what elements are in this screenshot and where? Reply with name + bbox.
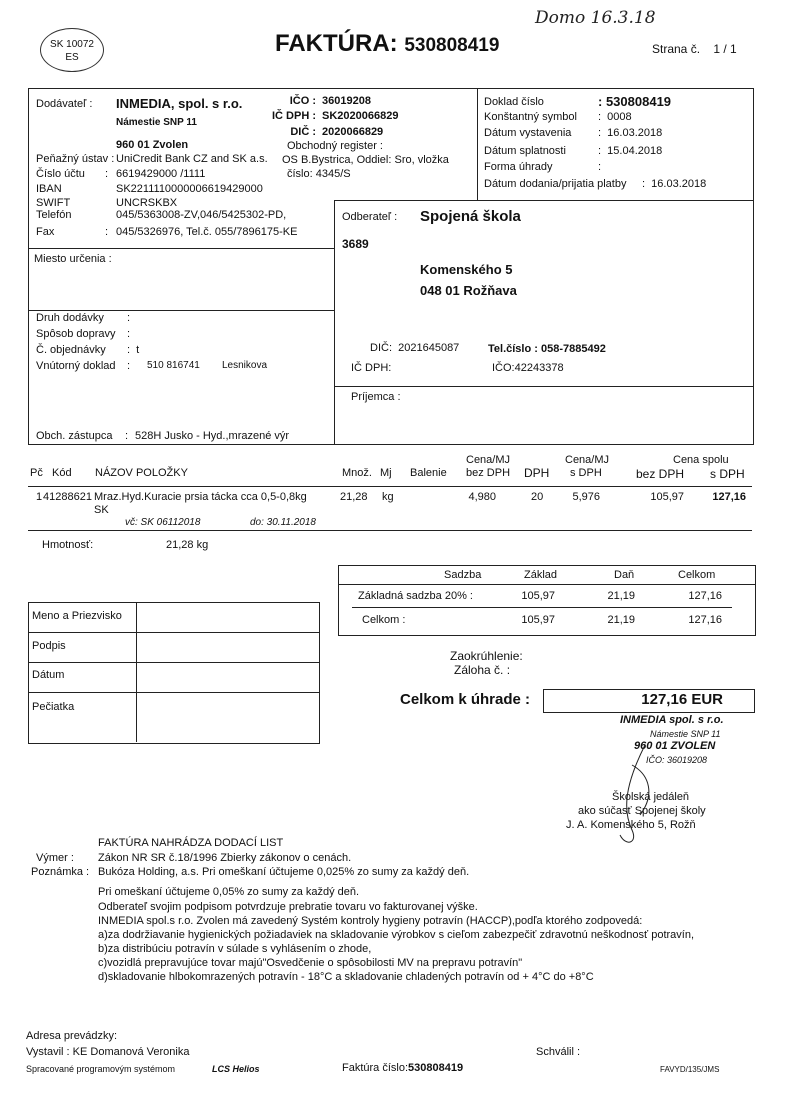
doc-due-label: Dátum splatnosti	[484, 145, 566, 157]
fax-label: Fax	[36, 226, 55, 238]
doc-issued-label: Dátum vystavenia	[484, 127, 572, 139]
item-vat: 20	[531, 491, 544, 503]
page-value: 1 / 1	[713, 42, 737, 56]
item-total: 105,97	[650, 491, 684, 503]
weight-label: Hmotnosť:	[42, 539, 94, 551]
customer-dic: DIČ: 2021645087	[370, 342, 460, 354]
col-nazov: NÁZOV POLOŽKY	[95, 467, 188, 479]
customer-street: Komenského 5	[420, 262, 513, 277]
account-label: Číslo účtu	[36, 168, 85, 180]
vat-mid-line	[352, 607, 732, 608]
sign-stamp-label: Pečiatka	[32, 701, 75, 713]
customer-code: 3689	[342, 237, 369, 251]
system-text: Spracované programovým systémom	[26, 1064, 176, 1074]
item-batch: vč: SK 06112018	[125, 517, 201, 528]
destination-label: Miesto určenia :	[34, 253, 112, 265]
vat-head-celkom: Celkom	[678, 569, 716, 581]
col-mnoz: Množ.	[342, 467, 372, 479]
internal-doc-number: 510 816741	[147, 360, 200, 371]
doc-due: : 15.04.2018	[598, 145, 663, 157]
phone-label: Telefón	[36, 209, 72, 221]
register-label: Obchodný register :	[287, 140, 383, 152]
supplier-dic-label: DIČ :	[290, 126, 316, 138]
school-stamp-line3: J. A. Komenského 5, Rožň	[566, 819, 696, 831]
sign-name-label: Meno a Priezvisko	[32, 610, 122, 622]
vymer-label: Výmer :	[36, 852, 74, 864]
col-spolu-bez: bez DPH	[636, 467, 685, 481]
note-line: a)za dodržiavanie hygienických požiadaviek na skladovanie výrobkov s cieľom zabezpečiť zdravotnú neškodnosť potravín,	[98, 929, 695, 941]
company-stamp-line4: IČO: 36019208	[646, 755, 708, 765]
supplier-label: Dodávateľ :	[36, 98, 93, 110]
register-number: číslo: 4345/S	[287, 168, 351, 180]
doc-number: : 530808419	[598, 94, 672, 109]
fax-value: 045/5326976, Tel.č. 055/7896175-KE	[116, 226, 298, 238]
sign-signature-label: Podpis	[32, 640, 66, 652]
iban-value: SK2211110000006619429000	[116, 183, 263, 195]
weight-value: 21,28 kg	[166, 539, 209, 551]
school-stamp-line1: Školská jedáleň	[612, 791, 690, 803]
supplier-street: Námestie SNP 11	[116, 117, 197, 128]
register-value: OS B.Bystrica, Oddiel: Sro, vložka	[282, 154, 449, 166]
item-price: 4,980	[468, 491, 496, 503]
col-s-dph: s DPH	[570, 467, 602, 479]
delivery-method-label: Spôsob dopravy	[36, 328, 116, 340]
vat-head-sadzba: Sadzba	[444, 569, 482, 581]
supplier-name: INMEDIA, spol. s r.o.	[116, 96, 243, 111]
col-balenie: Balenie	[410, 467, 447, 479]
vat-row2-label: Celkom :	[362, 614, 406, 626]
note-line: c)vozidlá prepravujúce tovar majú"Osvedčenie o spôsobilosti MV na prepravu potravín"	[98, 957, 523, 969]
invoice-title	[275, 30, 499, 58]
doc-number-label: Doklad číslo	[484, 96, 544, 108]
footer-invoice: Faktúra číslo:530808419	[342, 1062, 464, 1074]
supplier-ico-label: IČO :	[289, 95, 316, 107]
doc-payment: :	[598, 161, 608, 173]
col-cena-mj-2: Cena/MJ	[565, 454, 610, 466]
doc-delivery: : 16.03.2018	[642, 178, 707, 190]
supplier-bottom-line	[28, 248, 334, 249]
item-pc: 1	[36, 491, 43, 503]
header-divider	[477, 88, 478, 200]
customer-name: Spojená škola	[420, 208, 521, 225]
sales-rep-label: Obch. zástupca	[36, 430, 113, 442]
items-header-bottom	[28, 486, 752, 487]
sign-table	[28, 602, 320, 744]
poznamka-label: Poznámka :	[31, 866, 90, 878]
doc-symbol-label: Konštantný symbol	[484, 111, 577, 123]
swift-value: UNCRSKBX	[116, 197, 178, 209]
col-bez-dph: bez DPH	[466, 467, 511, 479]
signature-scribble	[560, 735, 710, 855]
total-label: Celkom k úhrade :	[400, 691, 531, 708]
item-unit: kg	[382, 491, 394, 503]
note-line: Odberateľ svojim podpisom potvrdzuje prebratie tovaru vo fakturovanej výške.	[98, 901, 478, 913]
vat-row1-total: 127,16	[688, 590, 722, 602]
vat-row2-tax: 21,19	[607, 614, 635, 626]
vat-row2-total: 127,16	[688, 614, 722, 626]
item-origin: SK	[94, 504, 109, 516]
item-kod: 41288621	[43, 491, 92, 503]
customer-label: Odberateľ :	[342, 211, 398, 223]
account-value: 6619429000 /1111	[116, 168, 206, 180]
destination-bottom-line	[28, 310, 334, 311]
page-indicator	[652, 42, 737, 56]
sign-table-divider	[136, 602, 137, 742]
note-line: INMEDIA spol.s r.o. Zvolen má zavedený Systém kontroly hygieny potravín (HACCP),podľa ktorého zodpovedá:	[98, 915, 643, 927]
doc-payment-label: Forma úhrady	[484, 161, 553, 173]
col-mj: Mj	[380, 467, 392, 479]
customer-city: 048 01 Rožňava	[420, 283, 517, 298]
handwritten-note: Domo 16.3.18	[535, 8, 656, 28]
customer-ico: IČO:42243378	[492, 362, 564, 374]
sign-date-label: Dátum	[32, 669, 65, 681]
supplier-city: 960 01 Zvolen	[116, 139, 189, 151]
recipient-line	[334, 386, 754, 387]
order-value: : t	[127, 344, 140, 356]
company-stamp-line2: Námestie SNP 11	[650, 729, 721, 739]
vat-head-dan: Daň	[614, 569, 635, 581]
bank-value: UniCredit Bank CZ and SK a.s.	[116, 153, 268, 165]
vat-row1-tax: 21,19	[607, 590, 635, 602]
item-name: Mraz.Hyd.Kuracie prsia tácka cca 0,5-0,8kg	[94, 491, 307, 503]
swift-label: SWIFT	[36, 197, 71, 209]
supplier-ico: 36019208	[322, 95, 371, 107]
supplier-dic: 2020066829	[322, 126, 384, 138]
deposit-label: Záloha č. :	[454, 663, 511, 677]
item-qty: 21,28	[340, 491, 368, 503]
col-spolu-s: s DPH	[710, 467, 745, 481]
system-name: LCS Helios	[212, 1064, 260, 1074]
note-line: d)skladovanie hlbokomrazených potravín - 18°C a skladovanie chladených potravín od + 4°C do +8°C	[98, 971, 594, 983]
item-total-vat: 127,16	[712, 491, 746, 503]
total-value: 127,16 EUR	[641, 691, 723, 708]
item-expiry: do: 30.11.2018	[250, 517, 316, 528]
company-stamp-line1: INMEDIA spol. s r.o.	[620, 714, 724, 726]
internal-doc-label: Vnútorný doklad	[36, 360, 116, 372]
doc-delivery-label: Dátum dodania/prijatia platby	[484, 178, 627, 190]
vymer-text: Zákon NR SR č.18/1996 Zbierky zákonov o cenách.	[98, 852, 352, 864]
phone-value: 045/5363008-ZV,046/5425302-PD,	[116, 209, 287, 221]
vat-row1-base: 105,97	[521, 590, 555, 602]
stamp-circle	[40, 28, 104, 72]
notes-heading: FAKTÚRA NAHRÁDZA DODACÍ LIST	[98, 837, 284, 849]
poznamka-text: Bukóza Holding, a.s. Pri omeškaní účtujeme 0,025% zo sumy za každý deň.	[98, 866, 470, 878]
page-label: Strana č.	[652, 42, 701, 56]
customer-box	[334, 200, 754, 445]
footer-code: FAVYD/135/JMS	[660, 1065, 720, 1074]
approved-label: Schválil :	[536, 1046, 581, 1058]
customer-icdph-label: IČ DPH:	[351, 362, 392, 374]
vat-row2-base: 105,97	[521, 614, 555, 626]
note-line: b)za distribúciu potravín v súlade s vyhlásením o zhode,	[98, 943, 372, 955]
vat-header-line	[338, 584, 756, 585]
company-stamp-line3: 960 01 ZVOLEN	[634, 740, 716, 752]
address-label: Adresa prevádzky:	[26, 1030, 118, 1042]
items-bottom-line	[28, 530, 752, 531]
school-stamp-line2: ako súčasť Spojenej školy	[578, 805, 706, 817]
customer-phone: Tel.číslo : 058-7885492	[488, 343, 606, 355]
stamp-line1: SK 10072	[50, 39, 94, 50]
col-dph: DPH	[524, 466, 550, 480]
stamp-line2: ES	[65, 52, 79, 63]
note-line: Pri omeškaní účtujeme 0,05% zo sumy za každý deň.	[98, 886, 360, 898]
rounding-label: Zaokrúhlenie:	[450, 649, 523, 663]
delivery-type-label: Druh dodávky	[36, 312, 104, 324]
internal-doc-name: Lesnikova	[222, 360, 268, 371]
doc-symbol: : 0008	[598, 111, 632, 123]
iban-label: IBAN	[36, 183, 62, 195]
col-kod: Kód	[52, 467, 72, 479]
supplier-icdph: SK2020066829	[322, 110, 399, 122]
order-label: Č. objednávky	[36, 344, 106, 356]
col-cena-mj: Cena/MJ	[466, 454, 511, 466]
bank-label: Peňažný ústav :	[36, 153, 115, 165]
sales-rep-value: 528H Jusko - Hyd.,mrazené výr	[135, 430, 290, 442]
col-cena-spolu: Cena spolu	[673, 454, 729, 466]
invoice-title-number: 530808419	[404, 35, 500, 56]
recipient-label: Príjemca :	[351, 391, 401, 403]
supplier-icdph-label: IČ DPH :	[272, 110, 316, 122]
vat-row1-label: Základná sadzba 20% :	[358, 590, 473, 602]
doc-issued: : 16.03.2018	[598, 127, 663, 139]
invoice-title-label: FAKTÚRA:	[275, 30, 398, 57]
col-pc: Pč	[30, 467, 43, 479]
item-price-vat: 5,976	[572, 491, 600, 503]
vat-head-zaklad: Základ	[524, 569, 558, 581]
issuer: Vystavil : KE Domanová Veronika	[26, 1046, 190, 1058]
